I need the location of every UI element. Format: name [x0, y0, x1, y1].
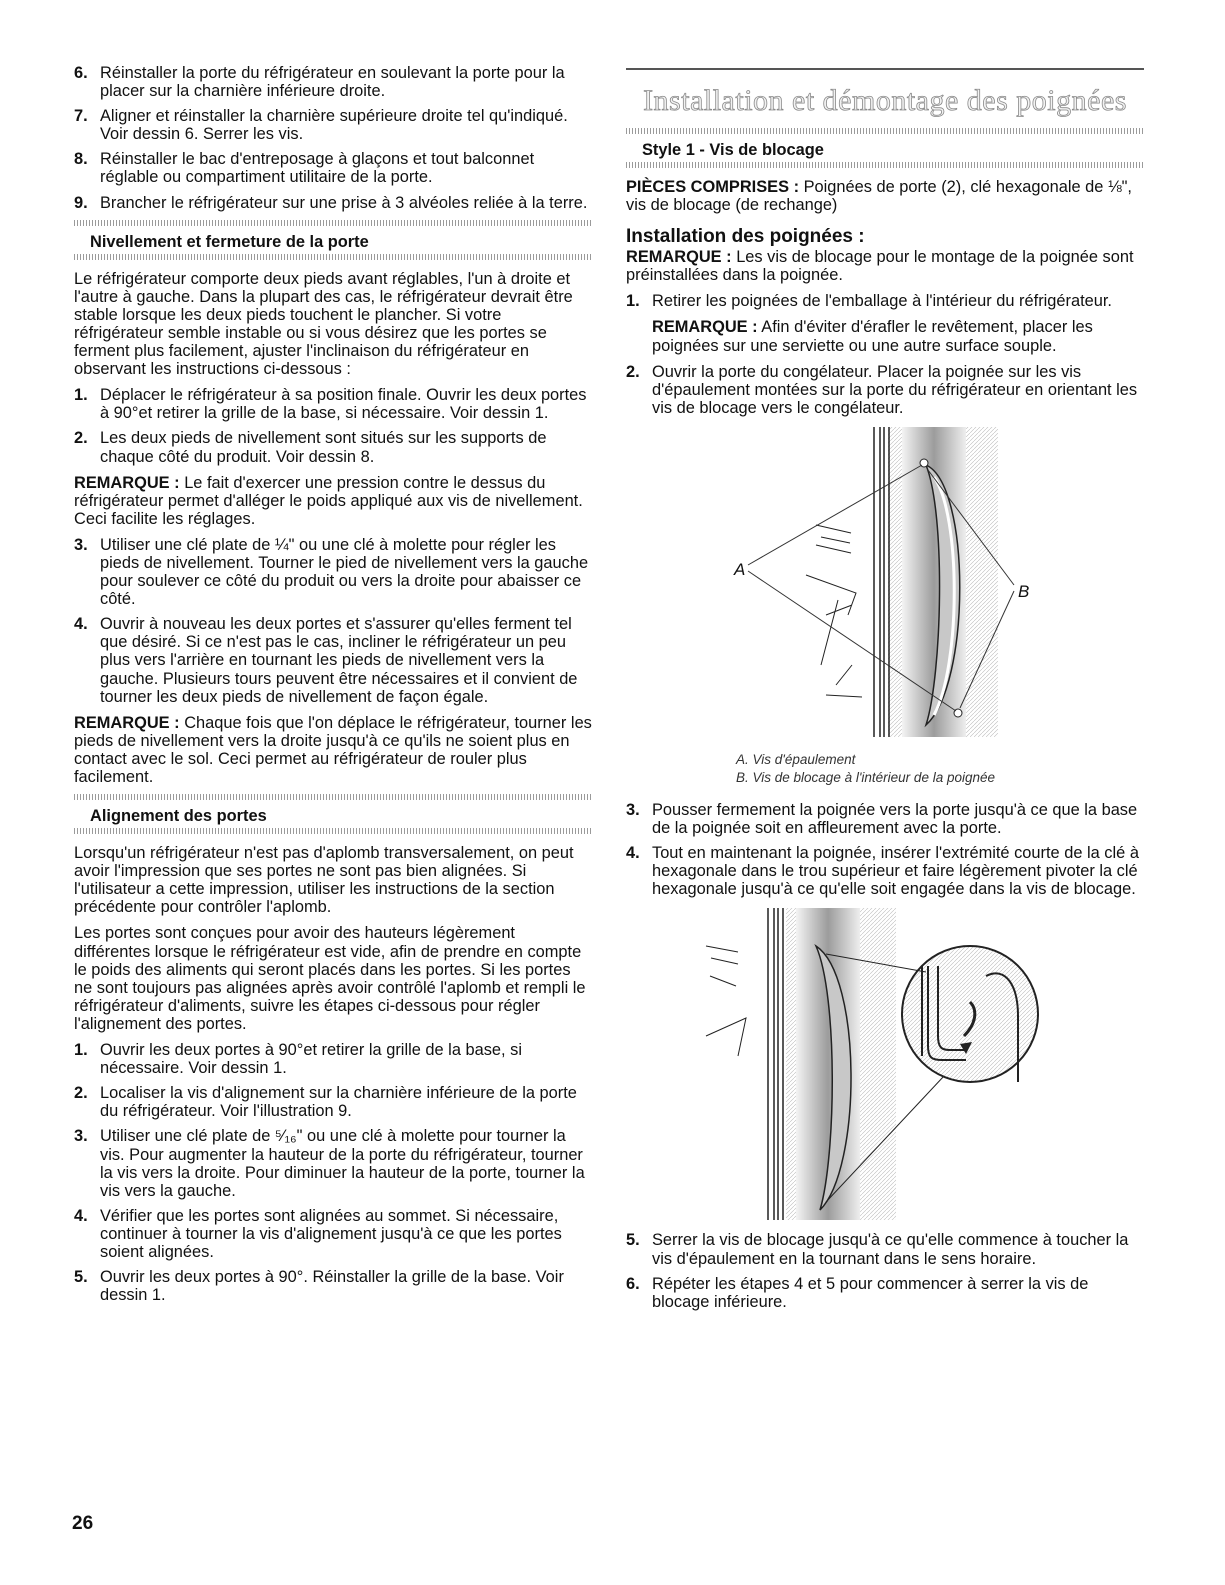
list-item: 2. Localiser la vis d'alignement sur la charnière inférieure de la porte du réfrigérateur. Voir l'illustration 9.	[74, 1084, 577, 1121]
hex-key-illustration	[626, 906, 1144, 1226]
steps-reinstall-door	[74, 64, 592, 212]
list-item: 5. Ouvrir les deux portes à 90°. Réinstaller la grille de la base. Voir dessin 1.	[74, 1268, 564, 1305]
alignment-para-2: Les portes sont conçues pour avoir des hauteurs légèrement différentes lorsque le réfrigérateur est vide, afin de prendre en compte le poids des aliments qui seront placés dans les portes. Si les portes ne sont toujours pas alignées après avoir contrôlé l'aplomb et rempli le réfrigérateur d'aliments, suivre les étapes ci-dessous pour régler l'alignement des portes.	[74, 924, 586, 1033]
handle-placement-figure	[626, 425, 1144, 745]
alignment-para-1: Lorsqu'un réfrigérateur n'est pas d'aplomb transversalement, on peut avoir l'impression que ses portes ne sont pas bien alignées. Si l'utilisateur a cette impression, utiliser les instructions de la section précédente pour contrôler l'aplomb.	[74, 844, 574, 917]
list-item: 8. Réinstaller le bac d'entreposage à glaçons et tout balconnet réglable ou compartiment utilitaire de la porte.	[74, 150, 535, 187]
list-item: 5. Serrer la vis de blocage jusqu'à ce qu'elle commence à toucher la vis d'épaulement en la tournant dans le sens horaire.	[626, 1231, 1129, 1268]
install-steps-b	[626, 363, 1144, 417]
list-item: 2. Ouvrir la porte du congélateur. Placer la poignée sur les vis d'épaulement montées sur la porte du réfrigérateur en orientant les vis de blocage vers le congélateur.	[626, 362, 1138, 417]
section-title: Installation et démontage des poignées	[643, 84, 1127, 117]
section-divider	[74, 828, 592, 834]
install-steps-d	[626, 1231, 1144, 1310]
list-item: 4. Tout en maintenant la poignée, insérer l'extrémité courte de la clé à hexagonale dans le trou supérieur et faire légèrement pivoter la clé hexagonale jusqu'à ce qu'elle soit engagée dans la vis de blocage.	[626, 844, 1139, 899]
install-steps-a	[626, 292, 1144, 310]
hex-key-figure	[626, 906, 1144, 1231]
callout-a-label: A	[734, 559, 746, 579]
list-item: 3. Utiliser une clé plate de ⁵⁄₁₆" ou une clé à molette pour tourner la vis. Pour augmenter la hauteur de la porte du réfrigérateur, tourner la vis vers la droite. Pour diminuer la hauteur de la porte, tourner la vis vers la gauche.	[74, 1127, 585, 1200]
leveling-intro: Le réfrigérateur comporte deux pieds avant réglables, l'un à droite et l'autre à gauche. Dans la plupart des cas, le réfrigérateur devrait être stable lorsque les deux pieds touchent le plancher. Si votre réfrigérateur semble instable ou si vous désirez que les portes se ferment plus facilement, ajuster l'inclinaison du réfrigérateur en observant les instructions ci-dessous :	[74, 269, 573, 379]
left-column	[74, 64, 592, 1312]
install-note: REMARQUE : Les vis de blocage pour le montage de la poignée sont préinstallées dans la poignée.	[626, 248, 1134, 285]
callout-b-label: B	[1018, 581, 1030, 601]
list-item: 3. Utiliser une clé plate de ¼" ou une clé à molette pour régler les pieds de nivellement. Tourner le pied de nivellement vers la gauche pour soulever ce côté du produit ou vers la droite pour abaisser ce côté.	[74, 535, 589, 609]
list-item: 7. Aligner et réinstaller la charnière supérieure droite tel qu'indiqué. Voir dessin 6. Serrer les vis.	[74, 107, 568, 144]
handle-illustration	[626, 425, 1144, 740]
parts-included: PIÈCES COMPRISES : Poignées de porte (2), clé hexagonale de ⅛", vis de blocage (de rechange)	[626, 178, 1132, 215]
list-item: 3. Pousser fermement la poignée vers la porte jusqu'à ce que la base de la poignée soit en affleurement avec la porte.	[626, 800, 1138, 838]
leveling-steps-a	[74, 386, 592, 465]
list-item: 6. Répéter les étapes 4 et 5 pour commencer à serrer la vis de blocage inférieure.	[626, 1274, 1089, 1311]
install-heading: Installation des poignées :	[626, 226, 865, 248]
list-item: 2. Les deux pieds de nivellement sont situés sur les supports de chaque côté du produit. Voir dessin 8.	[74, 429, 547, 466]
alignment-heading: Alignement des portes	[90, 807, 267, 826]
list-item: 1. Déplacer le réfrigérateur à sa position finale. Ouvrir les deux portes à 90°et retirer la grille de la base, si nécessaire. Voir dessin 1.	[74, 386, 587, 423]
section-divider	[74, 220, 592, 226]
list-item: 4. Ouvrir à nouveau les deux portes et s'assurer qu'elles ferment tel que désiré. Si ce n'est pas le cas, incliner le réfrigérateur un peu plus vers l'arrière en tournant les pieds de nivellement vers la gauche. Plusieurs tours peuvent être nécessaires et il convient de tourner les deux pieds de nivellement de façon égale.	[74, 615, 578, 706]
section-divider	[626, 162, 1144, 168]
leveling-steps-b	[74, 536, 592, 706]
install-steps-c	[626, 801, 1144, 898]
leveling-heading: Nivellement et fermeture de la porte	[90, 232, 369, 251]
list-item: 6. Réinstaller la porte du réfrigérateur en soulevant la porte pour la placer sur la charnière inférieure droite.	[74, 64, 565, 101]
list-item: 1. Retirer les poignées de l'emballage à l'intérieur du réfrigérateur.	[626, 292, 1112, 311]
caption-b: B. Vis de blocage à l'intérieur de la poignée	[736, 769, 996, 785]
list-item: 9. Brancher le réfrigérateur sur une prise à 3 alvéoles reliée à la terre.	[74, 193, 588, 212]
page-number: 26	[72, 1513, 94, 1534]
style-heading: Style 1 - Vis de blocage	[642, 141, 824, 159]
leveling-note-1: REMARQUE : Le fait d'exercer une pression contre le dessus du réfrigérateur permet d'alléger le poids appliqué aux vis de nivellement. Ceci facilite les réglages.	[74, 473, 583, 528]
caption-a: A. Vis d'épaulement	[736, 751, 856, 767]
section-divider	[74, 254, 592, 260]
section-divider	[626, 128, 1144, 134]
list-item: 1. Ouvrir les deux portes à 90°et retirer la grille de la base, si nécessaire. Voir dessin 1.	[74, 1041, 522, 1078]
figure-caption	[626, 751, 1144, 787]
install-sub-note: REMARQUE : Afin d'éviter d'érafler le revêtement, placer les poignées sur une serviette ou une autre surface souple.	[652, 318, 1093, 355]
section-divider	[74, 794, 592, 800]
right-column	[626, 68, 1144, 1319]
title-rule	[626, 68, 1144, 70]
list-item: 4. Vérifier que les portes sont alignées au sommet. Si nécessaire, continuer à tourner la vis d'alignement jusqu'à ce que les portes soient alignées.	[74, 1206, 562, 1261]
alignment-steps	[74, 1041, 592, 1304]
leveling-note-2: REMARQUE : Chaque fois que l'on déplace le réfrigérateur, tourner les pieds de nivellement vers la droite jusqu'à ce qu'ils ne soient plus en contact avec le sol. Ceci permet au réfrigérateur de rouler plus facilement.	[74, 713, 592, 786]
